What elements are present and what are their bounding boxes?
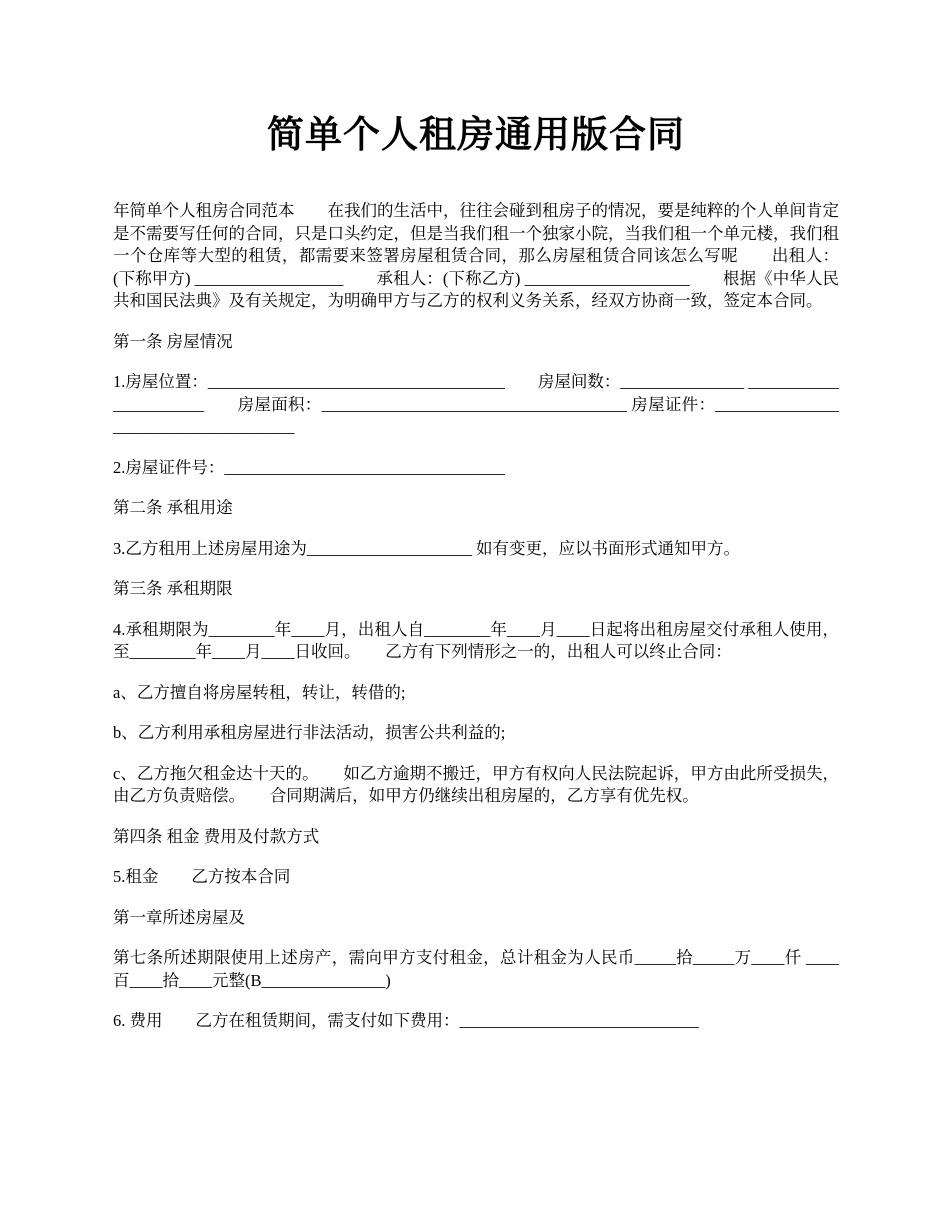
article-2-heading: 第二条 承租用途: [113, 498, 233, 517]
clause-5-rent: 5.租金 乙方按本合同: [113, 867, 291, 886]
clause-1-house-location: 1.房屋位置：____________________________________ 房屋间数：_______________ ______________________ 房屋面积：_____________________________________ 房屋证件：_____________________________________: [113, 372, 839, 436]
article-4-heading: 第四条 租金 费用及付款方式: [113, 826, 320, 846]
clause-3-usage: 3.乙方租用上述房屋用途为____________________ 如有变更，应以书面形式通知甲方。: [113, 538, 740, 558]
chapter-1-reference: 第一章所述房屋及: [113, 907, 245, 927]
clause-6-fees: 6. 费用 乙方在租赁期间，需支付如下费用：_____________________________: [113, 1011, 699, 1030]
termination-item-b: b、乙方利用承租房屋进行非法活动，损害公共利益的;: [113, 723, 506, 742]
intro-paragraph: 年简单个人租房合同范本 在我们的生活中，往往会碰到租房子的情况，要是纯粹的个人单间肯定是不需要写任何的合同，只是口头约定，但是当我们租一个独家小院，当我们租一个单元楼，我们租一个仓库等大型的租赁，都需要来签署房屋租赁合同，那么房屋租赁合同该怎么写呢 出租人：(下称甲方) __________________ 承租人：(下称乙方) ____________________ 根据《中华人民共和国民法典》及有关规定，为明确甲方与乙方的权利义务关系，经双方协商一致，签定本合同。: [113, 201, 839, 310]
clause-2-certificate-number: 2.房屋证件号：__________________________________: [113, 457, 505, 477]
termination-item-a: a、乙方擅自将房屋转租，转让，转借的;: [113, 682, 406, 702]
document-page: [113, 112, 839, 1051]
article-3-heading: 第三条 承租期限: [113, 579, 233, 598]
termination-item-c: c、乙方拖欠租金达十天的。 如乙方逾期不搬迁，甲方有权向人民法院起诉，甲方由此所受损失，由乙方负责赔偿。 合同期满后，如甲方仍继续出租房屋的，乙方享有优先权。: [113, 763, 839, 805]
article-1-heading: 第一条 房屋情况: [113, 331, 233, 351]
document-title: 简单个人租房通用版合同: [267, 115, 685, 156]
clause-4-term: 4.承租期限为________年____月，出租人自________年____月____日起将出租房屋交付承租人使用，至________年____月____日收回。 乙方有下列情形之一的，出租人可以终止合同：: [113, 619, 839, 661]
rent-total-clause: 第七条所述期限使用上述房产，需向甲方支付租金，总计租金为人民币_____拾_____万____仟 ____百____拾____元整(B_______________): [113, 948, 839, 990]
